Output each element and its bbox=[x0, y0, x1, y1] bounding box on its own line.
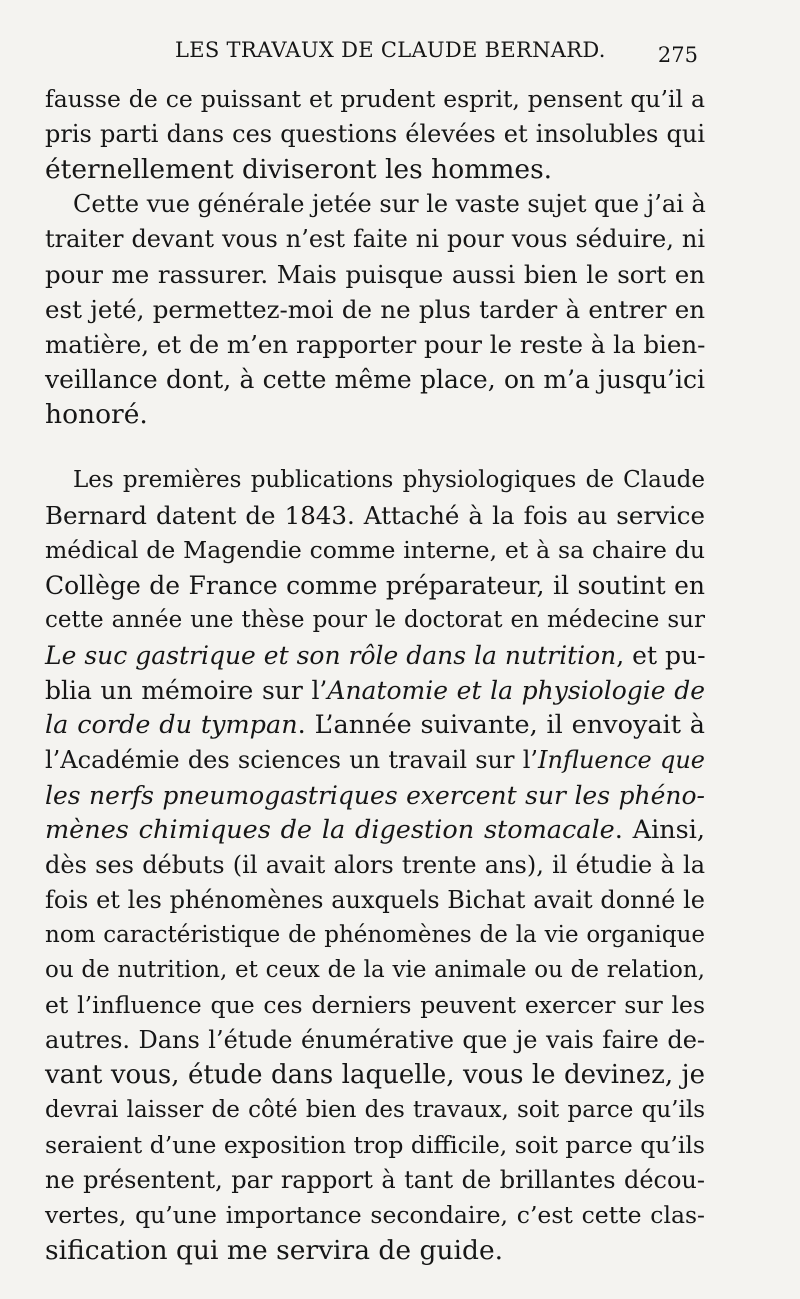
text-line: médical de Magendie comme interne, et à sa chaire du bbox=[45, 536, 705, 564]
text-line: veillance dont, à cette même place, on m’a jusqu’ici bbox=[45, 365, 705, 394]
text-line: matière, et de m’en rapporter pour le reste à la bien- bbox=[45, 330, 706, 359]
text-line: pour me rassurer. Mais puisque aussi bien le sort en bbox=[45, 260, 705, 289]
text-line: pris parti dans ces questions élevées et insolubles qui bbox=[45, 120, 705, 148]
text-line: sification qui me servira de guide. bbox=[45, 1235, 504, 1266]
text-line: éternellement diviseront les hommes. bbox=[45, 154, 553, 185]
text-line: nom caractéristique de phénomènes de la vie organique bbox=[45, 922, 705, 948]
text-line: fois et les phénomènes auxquels Bichat avait donné le bbox=[45, 886, 705, 914]
text-line bbox=[45, 708, 705, 743]
text-line: Bernard datent de 1843. Attaché à la fois au service bbox=[45, 501, 705, 530]
text-line: devrai laisser de côté bien des travaux, soit parce qu’ils bbox=[45, 1097, 705, 1123]
text-line: Collège de France comme préparateur, il soutint en bbox=[45, 571, 705, 600]
text-segment: l’Académie des sciences un travail sur l’ bbox=[45, 746, 539, 774]
text-segment: . L’année suivante, il envoyait à bbox=[297, 710, 705, 740]
page-number: 275 bbox=[657, 43, 698, 67]
paragraph-2 bbox=[45, 187, 705, 432]
text-segment: , et pu- bbox=[616, 641, 706, 670]
paragraph-3 bbox=[45, 463, 705, 1268]
text-line bbox=[45, 638, 705, 673]
text-line: et l’influence que ces derniers peuvent exercer sur les bbox=[45, 991, 705, 1019]
text-line: Cette vue générale jetée sur le vaste sujet que j’ai à bbox=[73, 190, 706, 218]
paragraph-1 bbox=[45, 82, 705, 187]
text-line: dès ses débuts (il avait alors trente ans), il étudie à la bbox=[45, 851, 705, 879]
text-segment: . Ainsi, bbox=[614, 815, 706, 845]
text-segment: blia un mémoire sur l’ bbox=[45, 676, 328, 705]
text-line: Les premières publications physiologiques de Claude bbox=[73, 467, 705, 493]
text-line: ne présentent, par rapport à tant de brillantes décou- bbox=[45, 1166, 705, 1194]
text-line: cette année une thèse pour le doctorat en médecine sur bbox=[45, 607, 705, 633]
running-head bbox=[0, 38, 800, 72]
text-block-main bbox=[45, 463, 705, 1268]
book-title-italic: mènes chimiques de la digestion stomacale bbox=[45, 815, 615, 845]
text-line: ou de nutrition, et ceux de la vie animale ou de relation, bbox=[45, 957, 705, 983]
text-line: vertes, qu’une importance secondaire, c’est cette clas- bbox=[45, 1201, 705, 1229]
text-line: seraient d’une exposition trop difficile, soit parce qu’ils bbox=[45, 1131, 705, 1159]
text-line bbox=[45, 673, 705, 708]
text-line: est jeté, permettez-moi de ne plus tarder à entrer en bbox=[45, 295, 705, 324]
book-title-italic: Le suc gastrique et son rôle dans la nutrition bbox=[45, 641, 617, 670]
text-line bbox=[45, 813, 705, 848]
text-line: fausse de ce puissant et prudent esprit, pensent qu’il a bbox=[45, 85, 705, 113]
text-block-top bbox=[45, 82, 705, 432]
book-title-italic: la corde du tympan bbox=[45, 710, 298, 740]
text-line bbox=[45, 743, 705, 778]
book-title-italic: Anatomie et la physiologie de bbox=[327, 676, 705, 705]
text-line: autres. Dans l’étude énumérative que je vais faire de- bbox=[45, 1026, 705, 1054]
text-line: les nerfs pneumogastriques exercent sur les phéno- bbox=[45, 781, 705, 810]
text-line: honoré. bbox=[45, 399, 148, 430]
text-line: vant vous, étude dans laquelle, vous le devinez, je bbox=[45, 1060, 705, 1090]
running-title: LES TRAVAUX DE CLAUDE BERNARD. bbox=[175, 38, 606, 62]
text-line: traiter devant vous n’est faite ni pour vous séduire, ni bbox=[45, 225, 705, 253]
book-title-italic: Influence que bbox=[538, 746, 705, 774]
